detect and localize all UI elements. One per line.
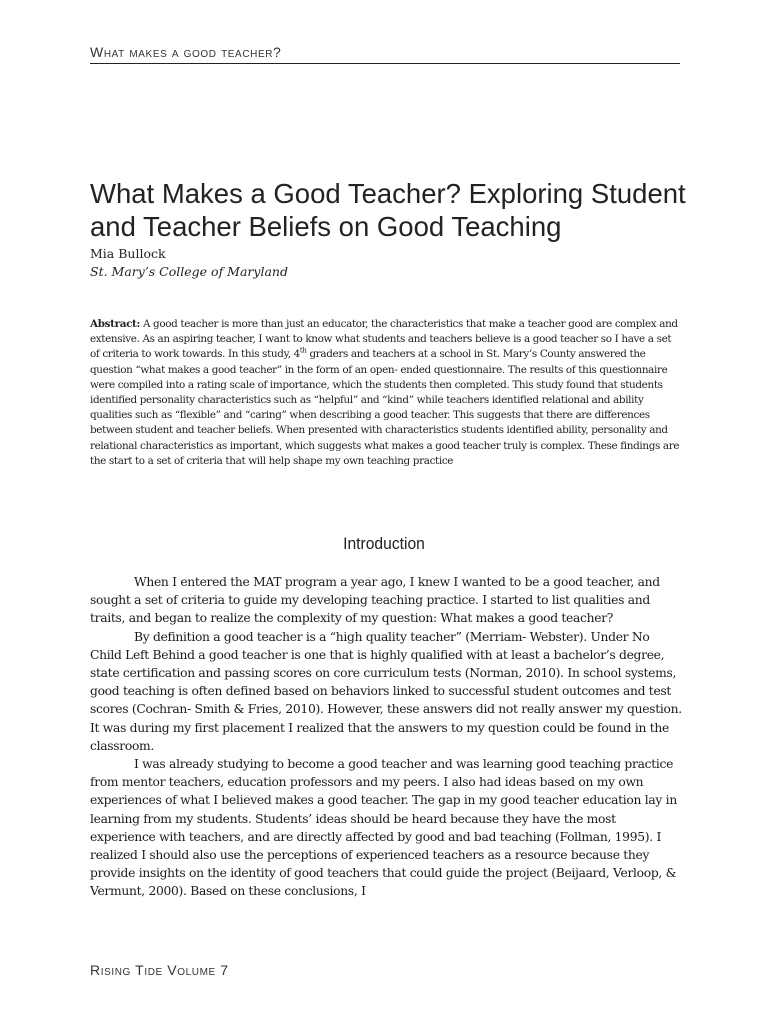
introduction-body: [90, 573, 684, 901]
author-affiliation: St. Mary’s College of Maryland: [90, 264, 288, 279]
abstract-text-part2: graders and teachers at a school in St. Mary’s County answered the question “what makes a good teacher” in the form of an open- ended questionnaire. The results of this questionnaire were compiled into a rating scale of importance, which the students then completed. This study found that students identified personality characteristics such as “helpful” and “kind” while teachers identified relational and ability qualities such as “flexible” and “caring” when describing a good teacher. This suggests that there are differences between student and teacher beliefs. When presented with characteristics students identified ability, personality and relational characteristics as important, which suggests what makes a good teacher truly is complex. These findings are the start to a set of criteria that will help shape my own teaching practice: [90, 348, 680, 467]
abstract-text-part1: A good teacher is more than just an educator, the characteristics that make a teacher good are complex and extensive. As an aspiring teacher, I want to know what students and teachers believe is a good teacher so I have a set of criteria to work towards. In this study, 4: [90, 318, 678, 361]
author-name: Mia Bullock: [90, 246, 166, 261]
running-header: What makes a good teacher?: [90, 44, 680, 64]
paragraph: By definition a good teacher is a “high quality teacher” (Merriam- Webster). Under No Child Left Behind a good teacher is one that is highly qualified with at least a bachelor’s degree, state certification and passing scores on core curriculum tests (Norman, 2010). In school systems, good teaching is often defined based on behaviors linked to successful student outcomes and test scores (Cochran- Smith & Fries, 2010). However, these answers did not really answer my question. It was during my first placement I realized that the answers to my question could be found in the classroom.: [90, 629, 682, 753]
introduction-heading: Introduction: [343, 534, 425, 553]
paragraph: When I entered the MAT program a year ago, I knew I wanted to be a good teacher, and sought a set of criteria to guide my developing teaching practice. I started to list qualities and traits, and began to realize the complexity of my question: What makes a good teacher?: [90, 575, 660, 626]
running-footer: Rising Tide Volume 7: [90, 962, 229, 978]
paragraph: I was already studying to become a good teacher and was learning good teaching practice from mentor teachers, education professors and my peers. I also had ideas based on my own experiences of what I believed makes a good teacher. The gap in my good teacher education lay in learning from my students. Students’ ideas should be heard because they have the most experience with teachers, and are directly affected by good and bad teaching (Follman, 1995). I realized I should also use the perceptions of experienced teachers as a resource because they provide insights on the identity of good teachers that could guide the project (Beijaard, Verloop, & Vermunt, 2000). Based on these conclusions, I: [90, 757, 677, 899]
article-title: What Makes a Good Teacher? Exploring Student and Teacher Beliefs on Good Teaching: [90, 178, 686, 242]
abstract: [90, 317, 682, 469]
abstract-label: Abstract:: [90, 318, 140, 330]
abstract-superscript: th: [299, 346, 307, 355]
